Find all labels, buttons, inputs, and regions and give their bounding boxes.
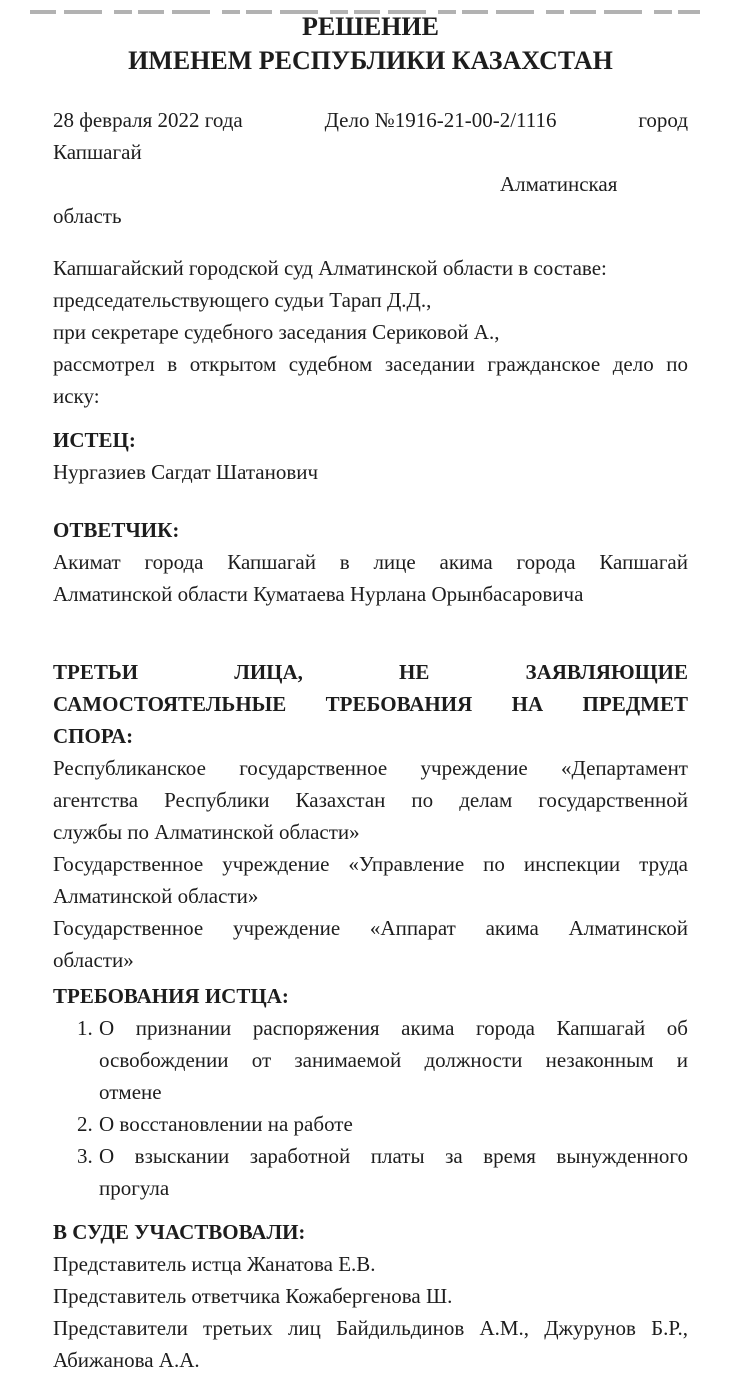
title-line-republic: ИМЕНЕМ РЕСПУБЛИКИ КАЗАХСТАН bbox=[128, 46, 613, 75]
case-header bbox=[53, 104, 688, 232]
claim-item-1 bbox=[77, 1012, 688, 1108]
claim-1-number: 1. bbox=[77, 1016, 93, 1040]
intro-claim-line: иску: bbox=[53, 384, 100, 408]
claim-3-line-2: прогула bbox=[99, 1176, 170, 1200]
third-party-1-line-3: службы по Алматинской области» bbox=[53, 820, 360, 844]
region-word-1: Алматинская bbox=[500, 172, 618, 196]
defendant-label: ОТВЕТЧИК: bbox=[53, 518, 180, 542]
document-title bbox=[53, 10, 688, 78]
title-line-decision: РЕШЕНИЕ bbox=[302, 12, 439, 41]
claim-1-line-1: О признании распоряжения акима города Капшагай об bbox=[99, 1016, 688, 1040]
third-parties-label-2: САМОСТОЯТЕЛЬНЫЕ ТРЕБОВАНИЯ НА ПРЕДМЕТ bbox=[53, 692, 688, 716]
third-party-2-line-2: Алматинской области» bbox=[53, 884, 259, 908]
third-parties-label-1: ТРЕТЬИ ЛИЦА, НЕ ЗАЯВЛЯЮЩИЕ bbox=[53, 660, 688, 684]
defendant-line-2: Алматинской области Куматаева Нурлана Орынбасаровича bbox=[53, 582, 584, 606]
intro-hearing-line: рассмотрел в открытом судебном заседании гражданское дело по bbox=[53, 352, 688, 376]
third-party-1-line-1: Республиканское государственное учреждение «Департамент bbox=[53, 756, 688, 780]
claim-3-text bbox=[99, 1140, 688, 1204]
plaintiff-name: Нургазиев Сагдат Шатанович bbox=[53, 460, 319, 484]
claims-section bbox=[53, 980, 688, 1204]
participants-label: В СУДЕ УЧАСТВОВАЛИ: bbox=[53, 1220, 306, 1244]
third-parties-section bbox=[53, 656, 688, 976]
defendant-line-1: Акимат города Капшагай в лице акима города Капшагай bbox=[53, 550, 688, 574]
city-prefix: город bbox=[638, 108, 688, 132]
plaintiff-section bbox=[53, 424, 688, 488]
claims-label: ТРЕБОВАНИЯ ИСТЦА: bbox=[53, 984, 289, 1008]
claim-3-line-1: О взыскании заработной платы за время вынужденного bbox=[99, 1144, 688, 1168]
case-date: 28 февраля 2022 года bbox=[53, 108, 243, 132]
intro-secretary-line: при секретаре судебного заседания Сериковой А., bbox=[53, 320, 500, 344]
participant-third-party-reps: Представители третьих лиц Байдильдинов А.М., Джурунов Б.Р., bbox=[53, 1316, 688, 1340]
claim-3-number: 3. bbox=[77, 1144, 93, 1168]
court-decision-document bbox=[0, 10, 740, 1376]
claim-2-number: 2. bbox=[77, 1112, 93, 1136]
city-name: Капшагай bbox=[53, 140, 142, 164]
third-party-2-line-1: Государственное учреждение «Управление по инспекции труда bbox=[53, 852, 688, 876]
claim-2-text bbox=[99, 1108, 688, 1140]
court-intro bbox=[53, 252, 688, 412]
third-party-3-line-1: Государственное учреждение «Аппарат акима Алматинской bbox=[53, 916, 688, 940]
case-header-row bbox=[53, 104, 688, 136]
participant-plaintiff-rep: Представитель истца Жанатова Е.В. bbox=[53, 1252, 376, 1276]
claim-item-2 bbox=[77, 1108, 688, 1140]
claim-1-line-2: освобождении от занимаемой должности незаконным и bbox=[99, 1048, 688, 1072]
plaintiff-label: ИСТЕЦ: bbox=[53, 428, 136, 452]
intro-court-line: Капшагайский городской суд Алматинской области в составе: bbox=[53, 256, 607, 280]
claim-2-line-1: О восстановлении на работе bbox=[99, 1112, 353, 1136]
region-word-2: область bbox=[53, 204, 122, 228]
third-party-1-line-2: агентства Республики Казахстан по делам государственной bbox=[53, 788, 688, 812]
claim-1-line-3: отмене bbox=[99, 1080, 162, 1104]
intro-judge-line: председательствующего судьи Тарап Д.Д., bbox=[53, 288, 432, 312]
participants-section bbox=[53, 1216, 688, 1376]
case-number: Дело №1916-21-00-2/1116 bbox=[324, 108, 557, 132]
defendant-section bbox=[53, 514, 688, 610]
third-party-3-line-2: области» bbox=[53, 948, 134, 972]
participant-third-party-reps-cont: Абижанова А.А. bbox=[53, 1348, 200, 1372]
claim-item-3 bbox=[77, 1140, 688, 1204]
participant-defendant-rep: Представитель ответчика Кожабергенова Ш. bbox=[53, 1284, 453, 1308]
claim-1-text bbox=[99, 1012, 688, 1108]
third-parties-label-3: СПОРА: bbox=[53, 724, 134, 748]
